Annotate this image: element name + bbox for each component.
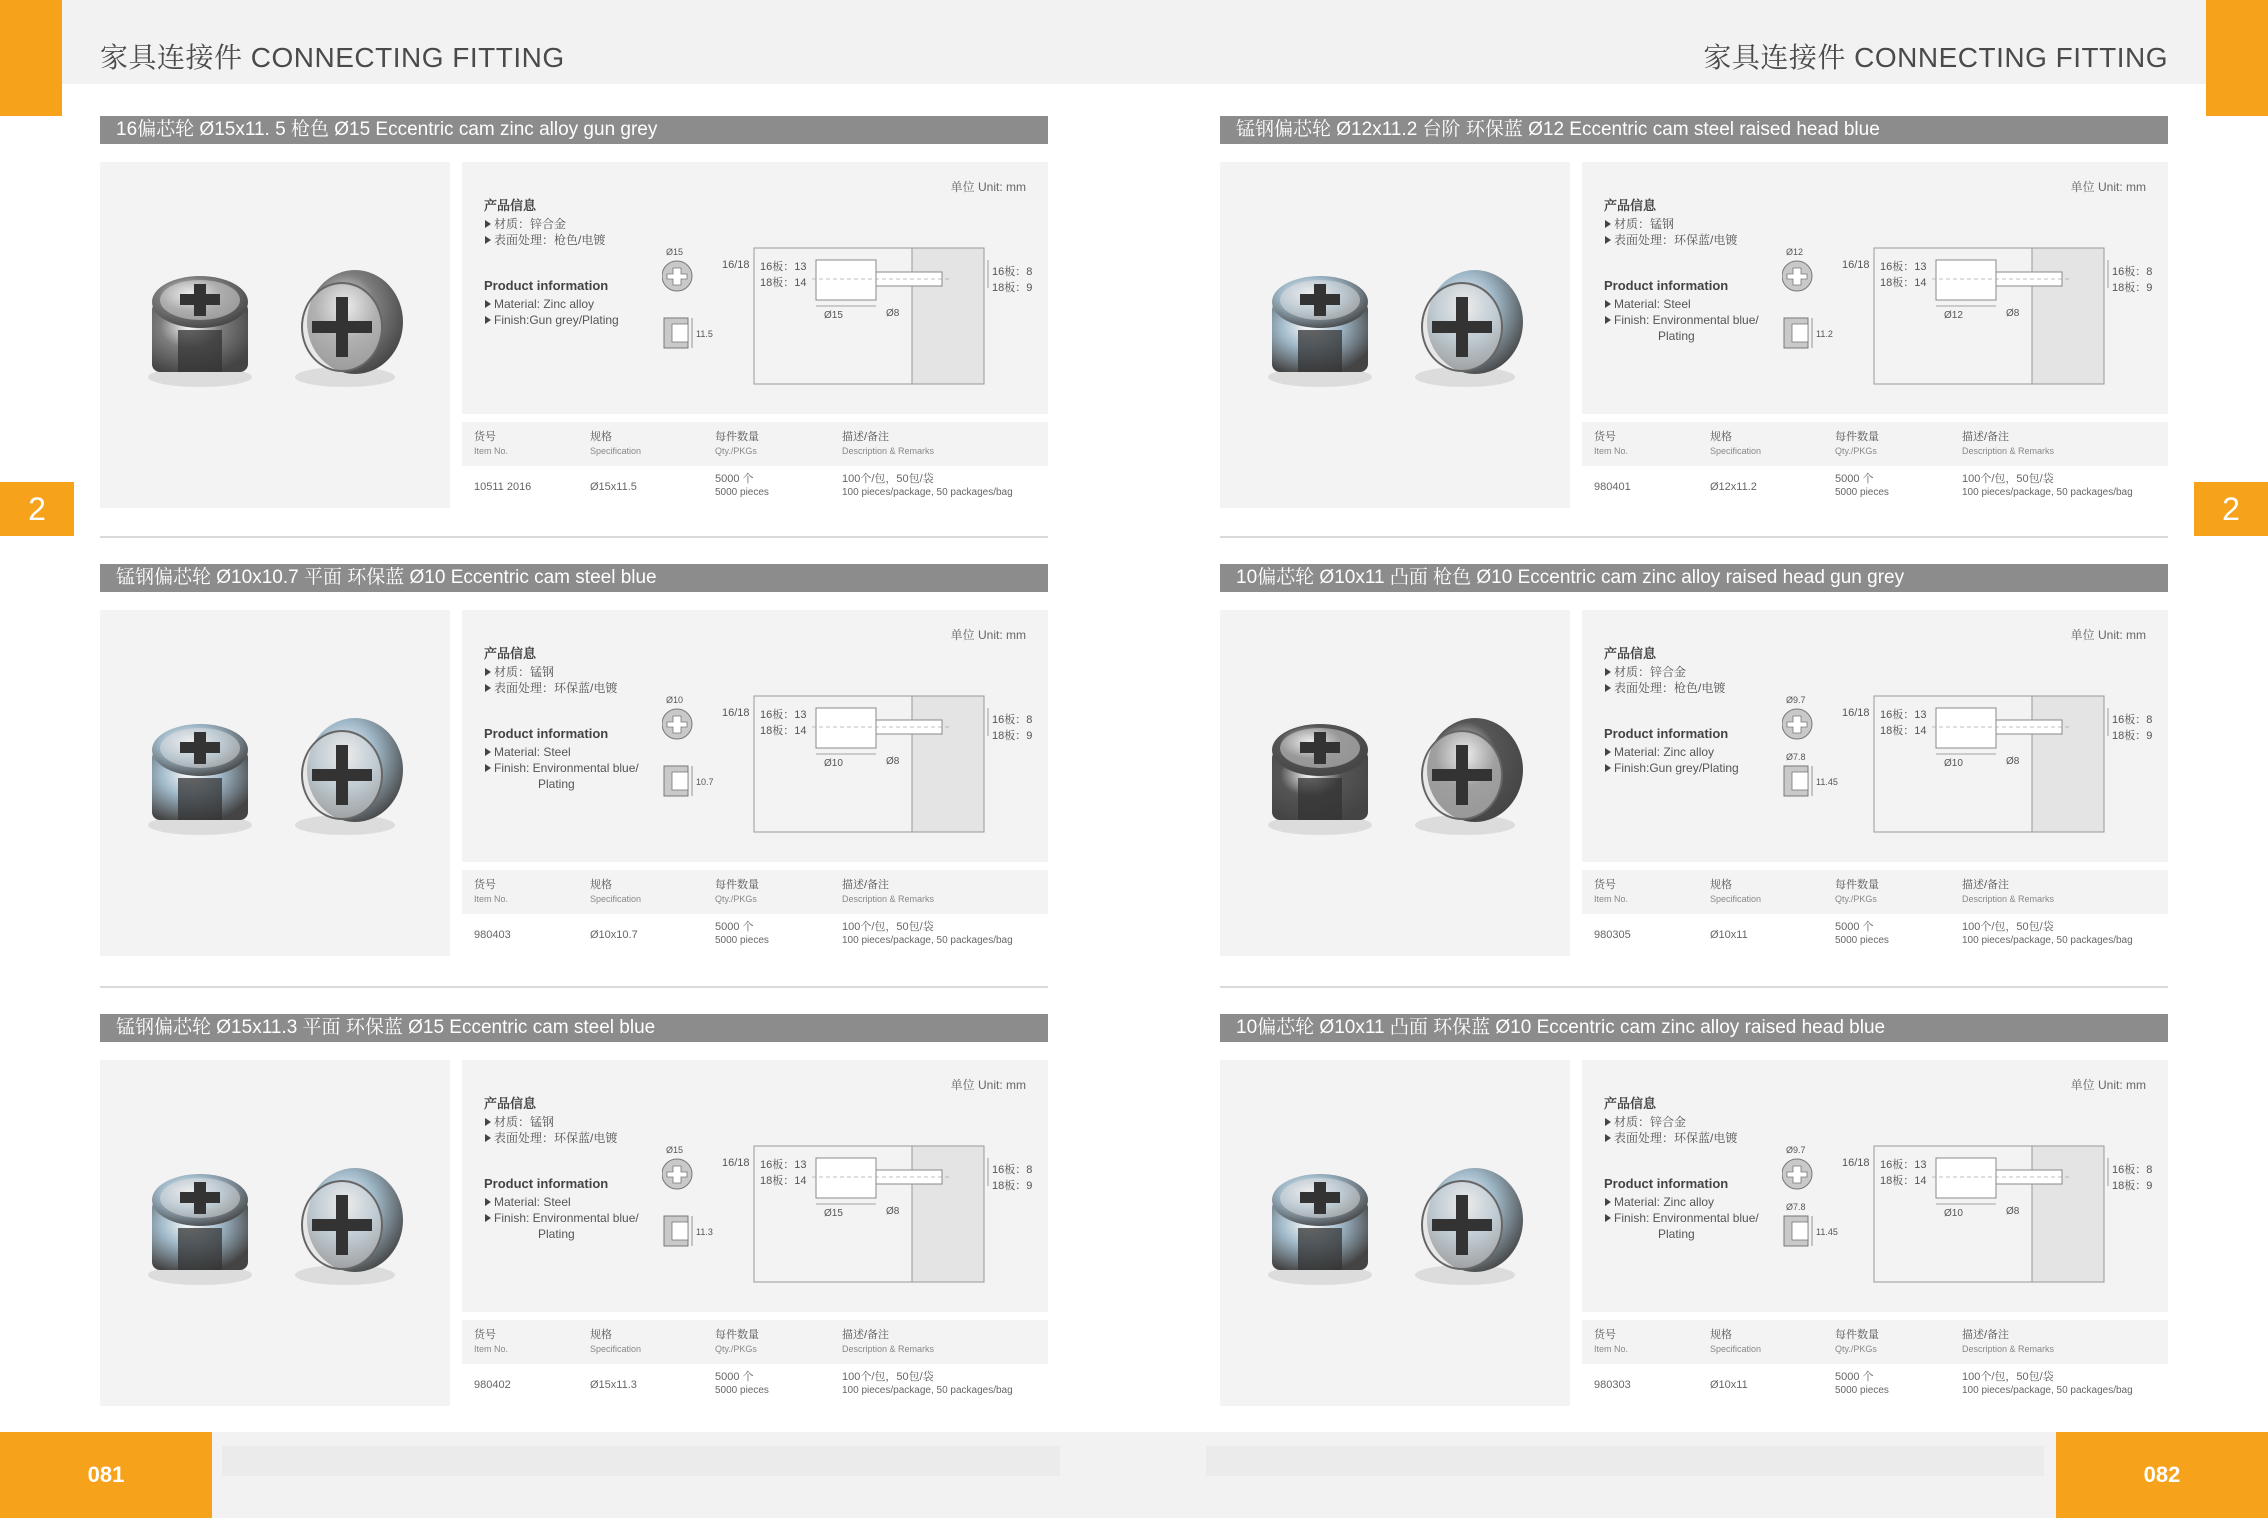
material-zh: 材质：锰钢 (1604, 216, 1774, 232)
dim-right16: 16板：8 (992, 266, 1033, 278)
dim-height: 11.2 (1816, 329, 1833, 339)
info-heading-en: Product information (484, 278, 609, 293)
product-info-text (1604, 1096, 1774, 1242)
dim-top-diameter: Ø15 (666, 1145, 684, 1155)
col-item: 货号 Item No. (1594, 1329, 1629, 1354)
qty-value: 5000 个 5000 pieces (1835, 921, 1889, 946)
dim-height: 10.7 (696, 777, 714, 787)
dim-hole: Ø8 (2006, 308, 2020, 319)
col-item: 货号 Item No. (474, 431, 509, 456)
finish-en: Finish:Gun grey/Plating (1604, 760, 1774, 776)
dim-right18: 18板：9 (992, 282, 1033, 294)
separator (1220, 536, 2168, 538)
finish-zh: 表面处理：环保蓝/电镀 (1604, 1130, 1774, 1146)
product-photo (100, 1060, 450, 1406)
technical-drawing (662, 1140, 1042, 1290)
product-panel (1220, 564, 2168, 956)
product-photo (100, 610, 450, 956)
item-no: 10511 2016 (474, 481, 532, 493)
desc-value: 100个/包，50包/袋 100 pieces/package, 50 packages/bag (842, 921, 1013, 946)
finish-zh: 表面处理：枪色/电镀 (484, 232, 654, 248)
product-title: 16偏芯轮 Ø15x11. 5 枪色 Ø15 Eccentric cam zinc alloy gun grey (100, 116, 1048, 144)
material-en: Material: Zinc alloy (1604, 1194, 1774, 1210)
spec-table (462, 870, 1048, 956)
unit-label: 单位 Unit: mm (2070, 628, 2146, 642)
spec-value: Ø12x11.2 (1710, 481, 1757, 493)
material-en: Material: Steel (484, 1194, 654, 1210)
dim-board18: 18板：14 (760, 725, 807, 737)
finish-en: Finish: Environmental blue/ (1604, 1210, 1774, 1226)
product-panel (100, 564, 1048, 956)
unit-label: 单位 Unit: mm (950, 1078, 1026, 1092)
dim-board16: 16板：13 (760, 261, 807, 273)
col-item: 货号 Item No. (474, 879, 509, 904)
spec-value: Ø10x11 (1710, 929, 1748, 941)
page-number-left: 081 (0, 1432, 212, 1518)
unit-label: 单位 Unit: mm (2070, 180, 2146, 194)
technical-drawing (1782, 1140, 2162, 1290)
info-heading-en: Product information (1604, 726, 1729, 741)
product-title: 锰钢偏芯轮 Ø10x10.7 平面 环保蓝 Ø10 Eccentric cam steel blue (100, 564, 1048, 592)
dim-hole: Ø8 (886, 756, 900, 767)
technical-drawing (1782, 242, 2162, 392)
item-no: 980305 (1594, 929, 1631, 941)
product-photo (1220, 1060, 1570, 1406)
dim-cam-diameter: Ø12 (1944, 310, 1963, 321)
dim-top-diameter: Ø9.7 (1786, 695, 1806, 705)
dim-hole: Ø8 (2006, 1206, 2020, 1217)
dim-small-diameter: Ø7.8 (1786, 752, 1806, 762)
cam-fitting-image (1220, 1060, 1570, 1406)
page-title-right: 家具连接件 CONNECTING FITTING (1703, 42, 2168, 73)
finish-zh: 表面处理：环保蓝/电镀 (1604, 232, 1774, 248)
dim-right16: 16板：8 (2112, 1164, 2153, 1176)
spec-table (1582, 422, 2168, 508)
product-info-text (1604, 198, 1774, 344)
col-spec: 规格 Specification (590, 431, 642, 456)
product-panel (1220, 116, 2168, 508)
dim-board18: 18板：14 (760, 277, 807, 289)
dim-board16: 16板：13 (1880, 709, 1927, 721)
info-heading-zh: 产品信息 (1604, 1096, 1657, 1111)
finish-en-cont: Plating (538, 1227, 575, 1241)
info-heading-zh: 产品信息 (1604, 198, 1657, 213)
item-no: 980401 (1594, 481, 1631, 493)
dim-board: 16/18 (1842, 259, 1870, 271)
dim-height: 11.45 (1816, 777, 1838, 787)
product-title: 10偏芯轮 Ø10x11 凸面 枪色 Ø10 Eccentric cam zinc alloy raised head gun grey (1220, 564, 2168, 592)
product-photo (1220, 162, 1570, 508)
spec-table (462, 1320, 1048, 1406)
material-zh: 材质：锌合金 (484, 216, 654, 232)
material-zh: 材质：锰钢 (484, 664, 654, 680)
dim-board16: 16板：13 (1880, 261, 1927, 273)
finish-en-cont: Plating (538, 777, 575, 791)
finish-zh: 表面处理：环保蓝/电镀 (484, 1130, 654, 1146)
dim-board18: 18板：14 (1880, 277, 1927, 289)
col-item: 货号 Item No. (474, 1329, 509, 1354)
product-info-box (1582, 162, 2168, 414)
col-desc: 描述/备注 Description & Remarks (1962, 1329, 2055, 1354)
dim-board18: 18板：14 (760, 1175, 807, 1187)
dim-hole: Ø8 (2006, 756, 2020, 767)
product-photo (100, 162, 450, 508)
section-tab-left: 2 (0, 482, 74, 536)
col-qty: 每件数量 Qty./PKGs (715, 431, 759, 456)
product-info-text (484, 198, 654, 328)
material-zh: 材质：锌合金 (1604, 664, 1774, 680)
unit-label: 单位 Unit: mm (950, 180, 1026, 194)
spec-table (1582, 1320, 2168, 1406)
separator (1220, 986, 2168, 988)
product-title: 10偏芯轮 Ø10x11 凸面 环保蓝 Ø10 Eccentric cam zinc alloy raised head blue (1220, 1014, 2168, 1042)
dim-height: 11.45 (1816, 1227, 1838, 1237)
dim-height: 11.3 (696, 1227, 713, 1237)
info-heading-en: Product information (484, 726, 609, 741)
dim-height: 11.5 (696, 329, 713, 339)
dim-cam-diameter: Ø15 (824, 310, 843, 321)
page-number-right: 082 (2056, 1432, 2268, 1518)
cam-fitting-image (1220, 162, 1570, 508)
dim-board18: 18板：14 (1880, 1175, 1927, 1187)
col-spec: 规格 Specification (590, 879, 642, 904)
material-zh: 材质：锰钢 (484, 1114, 654, 1130)
corner-accent-left (0, 0, 62, 116)
product-panel (100, 116, 1048, 508)
col-qty: 每件数量 Qty./PKGs (715, 1329, 759, 1354)
spec-table (1582, 870, 2168, 956)
col-spec: 规格 Specification (590, 1329, 642, 1354)
info-heading-en: Product information (484, 1176, 609, 1191)
col-qty: 每件数量 Qty./PKGs (1835, 431, 1879, 456)
spec-value: Ø15x11.5 (590, 481, 637, 493)
material-en: Material: Steel (1604, 296, 1774, 312)
dim-board: 16/18 (722, 259, 750, 271)
info-heading-en: Product information (1604, 1176, 1729, 1191)
dim-hole: Ø8 (886, 308, 900, 319)
dim-cam-diameter: Ø10 (1944, 1208, 1963, 1219)
product-info-box (462, 1060, 1048, 1312)
dim-cam-diameter: Ø10 (824, 758, 843, 769)
product-title: 锰钢偏芯轮 Ø12x11.2 台阶 环保蓝 Ø12 Eccentric cam steel raised head blue (1220, 116, 2168, 144)
col-spec: 规格 Specification (1710, 431, 1762, 456)
item-no: 980303 (1594, 1379, 1631, 1391)
qty-value: 5000 个 5000 pieces (715, 473, 769, 498)
col-desc: 描述/备注 Description & Remarks (1962, 879, 2055, 904)
dim-top-diameter: Ø12 (1786, 247, 1804, 257)
col-desc: 描述/备注 Description & Remarks (842, 431, 935, 456)
spec-value: Ø10x10.7 (590, 929, 638, 941)
qty-value: 5000 个 5000 pieces (1835, 1371, 1889, 1396)
finish-en-cont: Plating (1658, 1227, 1695, 1241)
dim-small-diameter: Ø7.8 (1786, 1202, 1806, 1212)
finish-en: Finish:Gun grey/Plating (484, 312, 654, 328)
separator (100, 536, 1048, 538)
technical-drawing (662, 690, 1042, 840)
dim-board: 16/18 (722, 1157, 750, 1169)
info-heading-zh: 产品信息 (484, 198, 537, 213)
spec-value: Ø15x11.3 (590, 1379, 637, 1391)
cam-fitting-image (100, 1060, 450, 1406)
col-qty: 每件数量 Qty./PKGs (1835, 1329, 1879, 1354)
col-spec: 规格 Specification (1710, 1329, 1762, 1354)
qty-value: 5000 个 5000 pieces (1835, 473, 1889, 498)
col-desc: 描述/备注 Description & Remarks (842, 1329, 935, 1354)
product-info-text (484, 646, 654, 792)
desc-value: 100个/包，50包/袋 100 pieces/package, 50 packages/bag (1962, 473, 2133, 498)
product-photo (1220, 610, 1570, 956)
unit-label: 单位 Unit: mm (2070, 1078, 2146, 1092)
product-panel (100, 1014, 1048, 1406)
dim-top-diameter: Ø9.7 (1786, 1145, 1806, 1155)
col-qty: 每件数量 Qty./PKGs (715, 879, 759, 904)
section-tab-right: 2 (2194, 482, 2268, 536)
dim-board: 16/18 (1842, 707, 1870, 719)
col-desc: 描述/备注 Description & Remarks (842, 879, 935, 904)
dim-right18: 18板：9 (2112, 1180, 2153, 1192)
spec-value: Ø10x11 (1710, 1379, 1748, 1391)
spec-table (462, 422, 1048, 508)
item-no: 980403 (474, 929, 511, 941)
dim-right16: 16板：8 (2112, 266, 2153, 278)
finish-en-cont: Plating (1658, 329, 1695, 343)
info-heading-zh: 产品信息 (484, 646, 537, 661)
col-item: 货号 Item No. (1594, 431, 1629, 456)
cam-fitting-image (1220, 610, 1570, 956)
product-panel (1220, 1014, 2168, 1406)
technical-drawing (1782, 690, 2162, 840)
dim-board16: 16板：13 (760, 709, 807, 721)
qty-value: 5000 个 5000 pieces (715, 1371, 769, 1396)
desc-value: 100个/包，50包/袋 100 pieces/package, 50 packages/bag (1962, 921, 2133, 946)
col-qty: 每件数量 Qty./PKGs (1835, 879, 1879, 904)
unit-label: 单位 Unit: mm (950, 628, 1026, 642)
footer-strip (1206, 1446, 2044, 1476)
material-en: Material: Zinc alloy (1604, 744, 1774, 760)
page-title-left: 家具连接件 CONNECTING FITTING (100, 42, 565, 73)
dim-cam-diameter: Ø15 (824, 1208, 843, 1219)
dim-right16: 16板：8 (992, 714, 1033, 726)
product-info-box (1582, 1060, 2168, 1312)
dim-top-diameter: Ø15 (666, 247, 684, 257)
desc-value: 100个/包，50包/袋 100 pieces/package, 50 packages/bag (842, 473, 1013, 498)
material-zh: 材质：锌合金 (1604, 1114, 1774, 1130)
product-info-box (462, 610, 1048, 862)
finish-zh: 表面处理：环保蓝/电镀 (484, 680, 654, 696)
col-spec: 规格 Specification (1710, 879, 1762, 904)
qty-value: 5000 个 5000 pieces (715, 921, 769, 946)
product-info-text (484, 1096, 654, 1242)
material-en: Material: Steel (484, 744, 654, 760)
finish-zh: 表面处理：枪色/电镀 (1604, 680, 1774, 696)
product-info-box (462, 162, 1048, 414)
technical-drawing (662, 242, 1042, 392)
info-heading-en: Product information (1604, 278, 1729, 293)
footer-strip (222, 1446, 1060, 1476)
dim-board18: 18板：14 (1880, 725, 1927, 737)
dim-board16: 16板：13 (1880, 1159, 1927, 1171)
info-heading-zh: 产品信息 (1604, 646, 1657, 661)
dim-right18: 18板：9 (2112, 730, 2153, 742)
product-info-text (1604, 646, 1774, 776)
material-en: Material: Zinc alloy (484, 296, 654, 312)
product-title: 锰钢偏芯轮 Ø15x11.3 平面 环保蓝 Ø15 Eccentric cam steel blue (100, 1014, 1048, 1042)
corner-accent-right (2206, 0, 2268, 116)
desc-value: 100个/包，50包/袋 100 pieces/package, 50 packages/bag (1962, 1371, 2133, 1396)
separator (100, 986, 1048, 988)
dim-right18: 18板：9 (992, 730, 1033, 742)
desc-value: 100个/包，50包/袋 100 pieces/package, 50 packages/bag (842, 1371, 1013, 1396)
dim-board16: 16板：13 (760, 1159, 807, 1171)
finish-en: Finish: Environmental blue/ (484, 760, 654, 776)
finish-en: Finish: Environmental blue/ (1604, 312, 1774, 328)
dim-top-diameter: Ø10 (666, 695, 684, 705)
col-desc: 描述/备注 Description & Remarks (1962, 431, 2055, 456)
dim-board: 16/18 (1842, 1157, 1870, 1169)
dim-right18: 18板：9 (2112, 282, 2153, 294)
dim-right16: 16板：8 (992, 1164, 1033, 1176)
dim-right18: 18板：9 (992, 1180, 1033, 1192)
dim-cam-diameter: Ø10 (1944, 758, 1963, 769)
col-item: 货号 Item No. (1594, 879, 1629, 904)
dim-board: 16/18 (722, 707, 750, 719)
cam-fitting-image (100, 162, 450, 508)
finish-en: Finish: Environmental blue/ (484, 1210, 654, 1226)
info-heading-zh: 产品信息 (484, 1096, 537, 1111)
dim-hole: Ø8 (886, 1206, 900, 1217)
item-no: 980402 (474, 1379, 511, 1391)
dim-right16: 16板：8 (2112, 714, 2153, 726)
cam-fitting-image (100, 610, 450, 956)
product-info-box (1582, 610, 2168, 862)
